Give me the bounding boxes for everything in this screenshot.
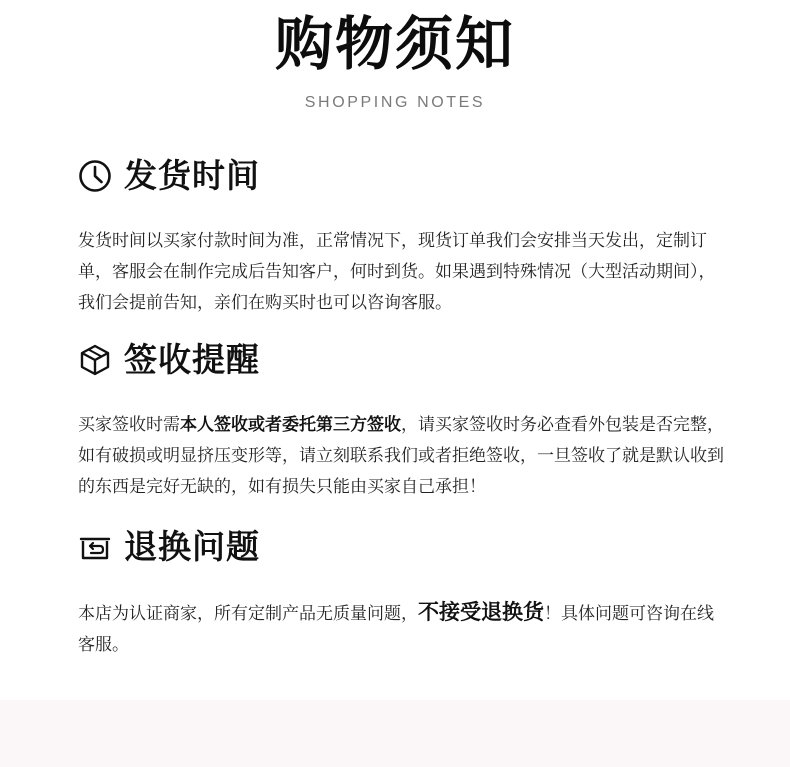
body-bold-text: 本人签收或者委托第三方签收 (180, 415, 401, 435)
section-body (78, 410, 728, 503)
section-heading-text: 退换问题 (124, 527, 260, 566)
section-heading-text: 签收提醒 (124, 340, 260, 379)
return-icon (78, 530, 112, 564)
section-heading (78, 338, 728, 382)
body-text: 买家签收时需 (78, 415, 180, 435)
section-heading (78, 154, 728, 198)
body-bold-text: 不接受退换货 (418, 600, 544, 624)
section-body: 发货时间以买家付款时间为准，正常情况下，现货订单我们会安排当天发出，定制订单，客服会在制作完成后告知客户，何时到货。如果遇到特殊情况（大型活动期间），我们会提前告知，亲们在购买时也可以咨询客服。 (78, 231, 716, 313)
body-text: ！具体问题可咨询在线客服。 (78, 604, 714, 655)
bottom-strip (0, 700, 790, 767)
section-returns (78, 525, 728, 661)
page-subtitle: SHOPPING NOTES (304, 94, 486, 111)
clock-icon (78, 159, 112, 193)
section-body (78, 597, 728, 661)
body-text: 本店为认证商家，所有定制产品无质量问题， (78, 604, 418, 624)
section-receipt-reminder (78, 338, 728, 503)
section-shipping-time (78, 154, 728, 319)
body-text: ，请买家签收时务必查看外包装是否完整，如有破损或明显挤压变形等，请立刻联系我们或者拒绝签收，一旦签收了就是默认收到的东西是完好无缺的，如有损失只能由买家自己承担！ (78, 415, 724, 497)
page-title: 购物须知 (274, 10, 515, 78)
section-heading (78, 525, 728, 569)
box-icon (78, 343, 112, 377)
section-heading-text: 发货时间 (124, 156, 260, 195)
